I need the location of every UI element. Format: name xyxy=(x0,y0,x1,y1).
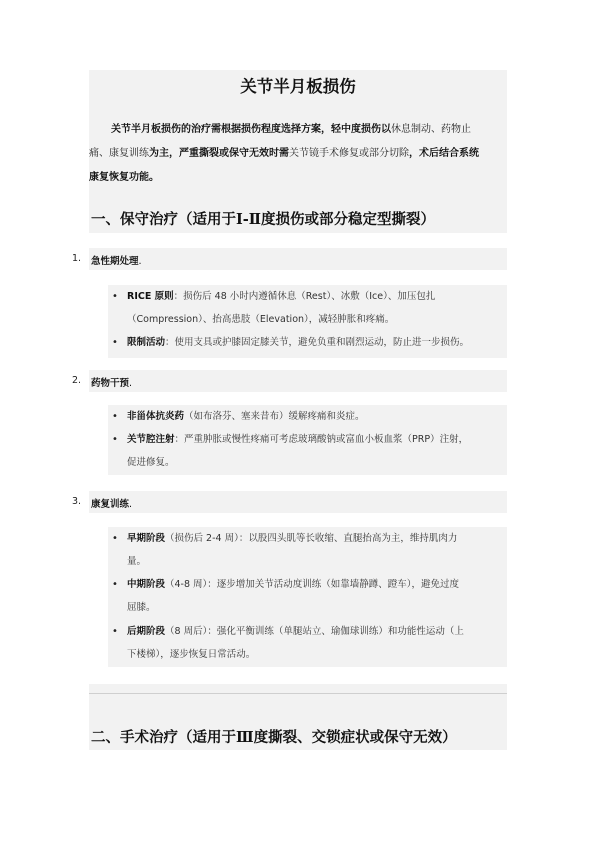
intro-line-3 xyxy=(89,165,507,191)
bullet-text-cont: 屈膝。 xyxy=(127,602,156,613)
divider-line xyxy=(89,693,507,694)
item3-label: 康复训练 xyxy=(91,499,130,510)
bullet-text-cont: 量。 xyxy=(127,556,147,567)
bullet-bold-label: 早期阶段 xyxy=(127,533,166,544)
bullet-text: ：使用支具或护膝固定膝关节，避免负重和剧烈运动，防止进一步损伤。 xyxy=(165,337,470,348)
bullet-dot: • xyxy=(112,337,118,348)
bullet-bold-label: 非甾体抗炎药 xyxy=(127,411,185,422)
bullet-text: （损伤后 2-4 周）：以股四头肌等长收缩、直腿抬高为主，维持肌肉力 xyxy=(165,533,458,544)
bullet-bold-label: 关节腔注射 xyxy=(127,434,175,445)
intro-bold-1: 关节半月板损伤的治疗需根据损伤程度选择方案，轻中度损伤以 xyxy=(111,124,391,135)
intro-bold-4: 康复恢复功能。 xyxy=(89,172,159,183)
item1-number: 1. xyxy=(72,253,82,264)
item3-bullet3 xyxy=(127,620,505,666)
bullet-text: （如布洛芬、塞来昔布）缓解疼痛和炎症。 xyxy=(184,411,365,422)
section1-heading: 一、保守治疗（适用于Ⅰ-Ⅱ度损伤或部分稳定型撕裂） xyxy=(91,211,436,228)
item1-bullet2 xyxy=(127,331,505,354)
intro-text-3: 关节镜手术修复或部分切除 xyxy=(289,148,409,159)
item2-number: 2. xyxy=(72,375,82,386)
intro-line-2 xyxy=(89,141,507,167)
item3-heading: 康复训练. xyxy=(91,499,133,510)
item2-bullet2 xyxy=(127,428,505,474)
intro-text-1: 休息制动、药物止 xyxy=(391,124,471,135)
bullet-text-cont: （Compression）、抬高患肢（Elevation），减轻肿胀和疼痛。 xyxy=(127,314,395,325)
intro-bold-2: 为主，严重撕裂或保守无效时需 xyxy=(149,148,289,159)
item2-heading-panel xyxy=(89,370,507,392)
item1-heading: 急性期处理. xyxy=(91,256,142,267)
item3-bullet1 xyxy=(127,527,505,573)
item2-label: 药物干预 xyxy=(91,378,130,389)
bullet-text: ：损伤后 48 小时内遵循休息（Rest）、冰敷（Ice）、加压包扎 xyxy=(173,291,436,302)
bullet-dot: • xyxy=(112,579,118,590)
section2-heading: 二、手术治疗（适用于Ⅲ度撕裂、交锁症状或保守无效） xyxy=(91,729,457,746)
intro-line-1 xyxy=(89,117,507,143)
bullet-bold-label: RICE 原则 xyxy=(127,291,174,302)
bullet-dot: • xyxy=(112,533,118,544)
item2-bullet1 xyxy=(127,405,505,428)
bullet-dot: • xyxy=(112,626,118,637)
bullet-bold-label: 后期阶段 xyxy=(127,626,166,637)
bullet-text-cont: 下楼梯），逐步恢复日常活动。 xyxy=(127,649,256,660)
intro-text-2: 痛、康复训练 xyxy=(89,148,149,159)
item3-bullet2 xyxy=(127,573,505,619)
page-title: 关节半月板损伤 xyxy=(240,77,356,96)
item1-bullet1 xyxy=(127,285,505,331)
bullet-text: （4-8 周）：逐步增加关节活动度训练（如靠墙静蹲、蹬车），避免过度 xyxy=(165,579,460,590)
bullet-text-cont: 促进修复。 xyxy=(127,457,175,468)
bullet-dot: • xyxy=(112,434,118,445)
bullet-dot: • xyxy=(112,291,118,302)
bullet-dot: • xyxy=(112,411,118,422)
bullet-text: （8 周后）：强化平衡训练（单腿站立、瑜伽球训练）和功能性运动（上 xyxy=(165,626,464,637)
bullet-bold-label: 限制活动 xyxy=(127,337,166,348)
bullet-bold-label: 中期阶段 xyxy=(127,579,166,590)
intro-bold-3: ，术后结合系统 xyxy=(409,148,479,159)
item3-number: 3. xyxy=(72,496,82,507)
item1-heading-panel xyxy=(89,248,507,270)
item1-label: 急性期处理 xyxy=(91,256,139,267)
item2-heading: 药物干预. xyxy=(91,378,133,389)
item3-heading-panel xyxy=(89,491,507,513)
bullet-text: ：严重肿胀或慢性疼痛可考虑玻璃酸钠或富血小板血浆（PRP）注射， xyxy=(174,434,469,445)
